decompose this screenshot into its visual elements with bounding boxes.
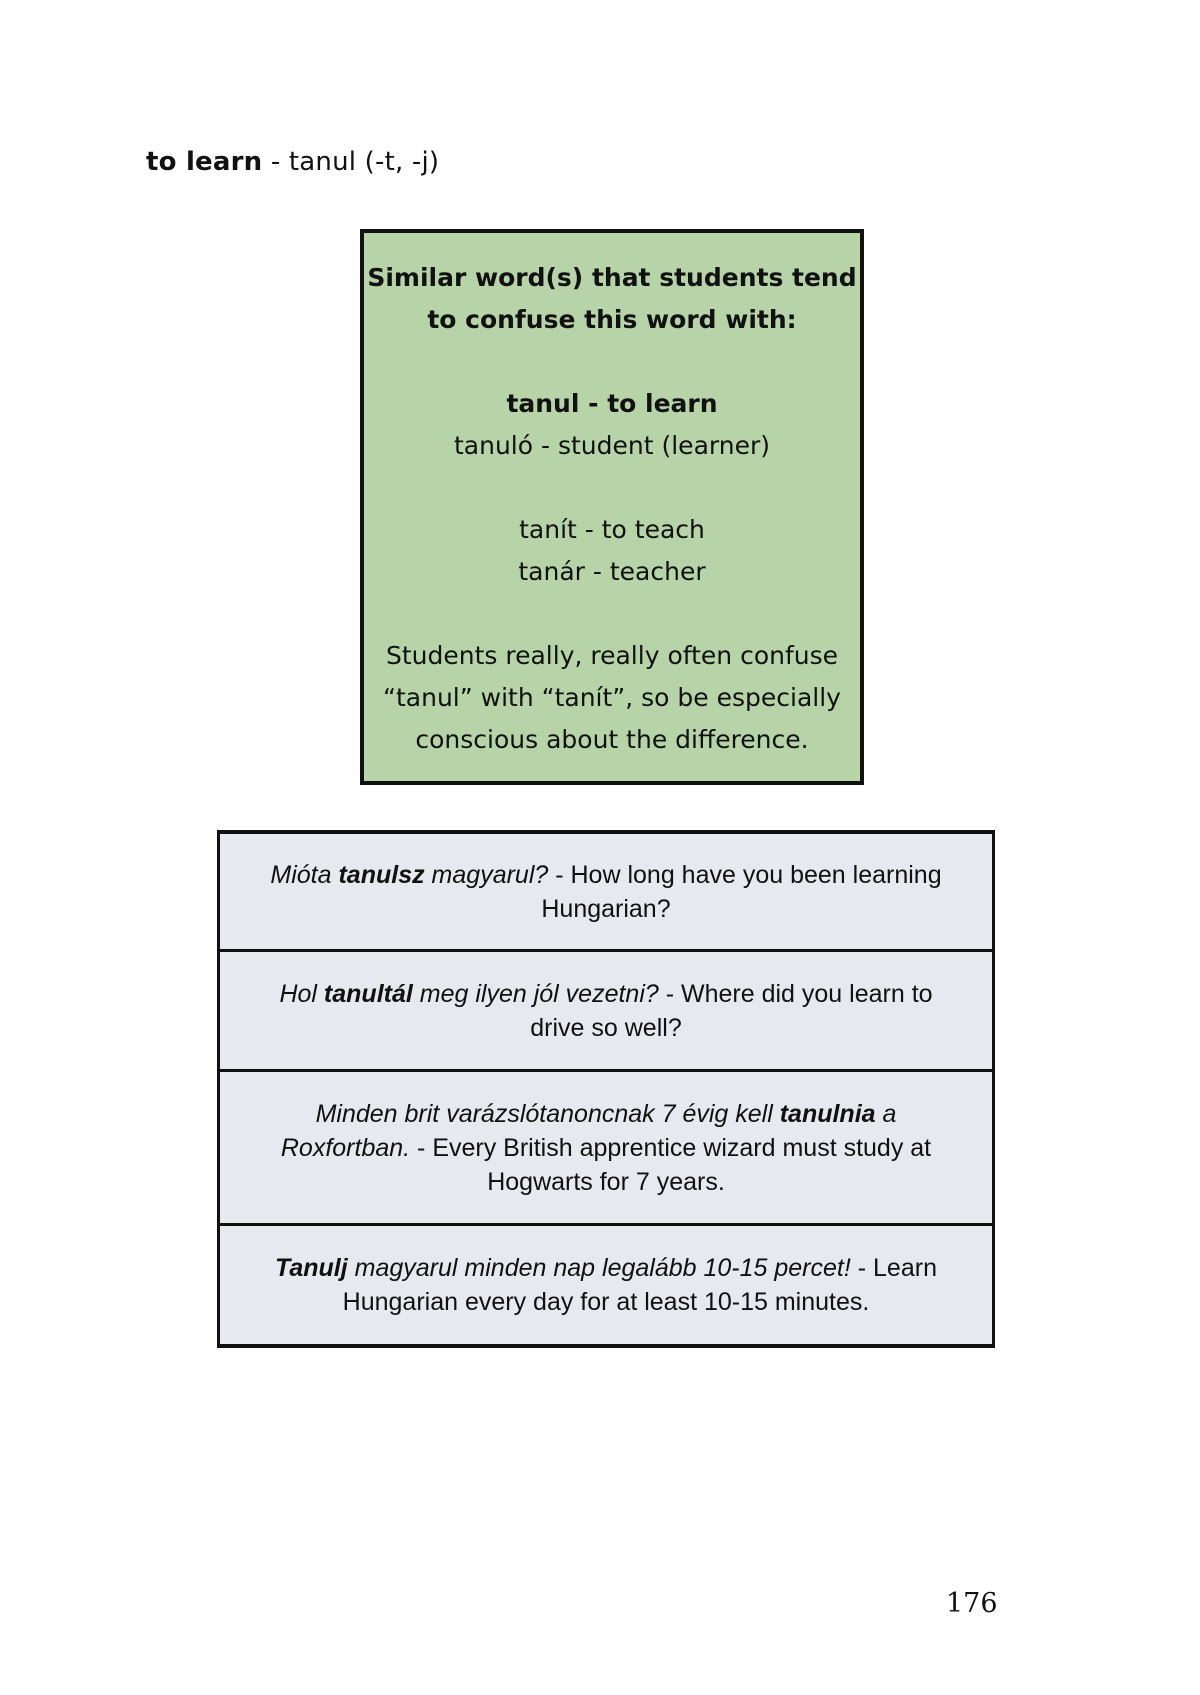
headword [146, 147, 439, 177]
word-pair-tanul: tanul - to learn [506, 389, 718, 418]
example-keyword: tanultál [323, 979, 413, 1008]
word-pair-tanulo: tanuló - student (learner) [454, 431, 770, 460]
example-text [250, 858, 962, 926]
example-english: - How long have you been learning Hungarian? [541, 860, 942, 923]
example-hungarian: a Roxfortban. [280, 1099, 897, 1162]
example-hungarian: meg ilyen jól vezetni? [412, 979, 659, 1008]
example-row [220, 1072, 992, 1226]
example-english: - Where did you learn to drive so well? [530, 979, 933, 1042]
word-pair-tanit: tanít - to teach [519, 515, 705, 544]
example-text [250, 1097, 962, 1199]
example-hungarian: magyarul? [424, 860, 549, 889]
confusion-note-2: “tanul” with “tanít”, so be especially [383, 683, 841, 712]
spacer [364, 467, 860, 509]
example-text [250, 977, 962, 1045]
example-hungarian: Minden brit varázslótanoncnak 7 évig kell [315, 1099, 780, 1128]
similar-words-heading-2: to confuse this word with: [427, 305, 797, 334]
example-hungarian: Hol [279, 979, 324, 1008]
example-keyword: Tanulj [275, 1254, 348, 1282]
page-number: 176 [946, 1588, 998, 1619]
similar-words-box [360, 229, 864, 785]
headword-hungarian: - tanul (-t, -j) [262, 147, 440, 177]
example-english: - Every British apprentice wizard must study at Hogwarts for 7 years. [410, 1133, 932, 1196]
example-text [250, 1251, 962, 1319]
confusion-note-1: Students really, really often confuse [385, 641, 839, 670]
example-keyword: tanulnia [779, 1099, 876, 1128]
spacer [364, 341, 860, 383]
example-hungarian: magyarul minden nap legalább 10-15 percet! [347, 1254, 851, 1282]
word-pair-tanar: tanár - teacher [518, 557, 706, 586]
headword-english: to learn [146, 147, 263, 177]
example-english: - Learn Hungarian every day for at least 10-15 minutes. [342, 1254, 937, 1316]
example-keyword: tanulsz [338, 860, 425, 889]
example-row [220, 834, 992, 952]
example-sentences-table [217, 830, 995, 1348]
example-hungarian: Mióta [270, 860, 339, 889]
example-row [220, 952, 992, 1072]
confusion-note-3: conscious about the difference. [415, 725, 809, 754]
spacer [364, 593, 860, 635]
example-row [220, 1226, 992, 1344]
similar-words-heading-1: Similar word(s) that students tend [367, 263, 857, 292]
